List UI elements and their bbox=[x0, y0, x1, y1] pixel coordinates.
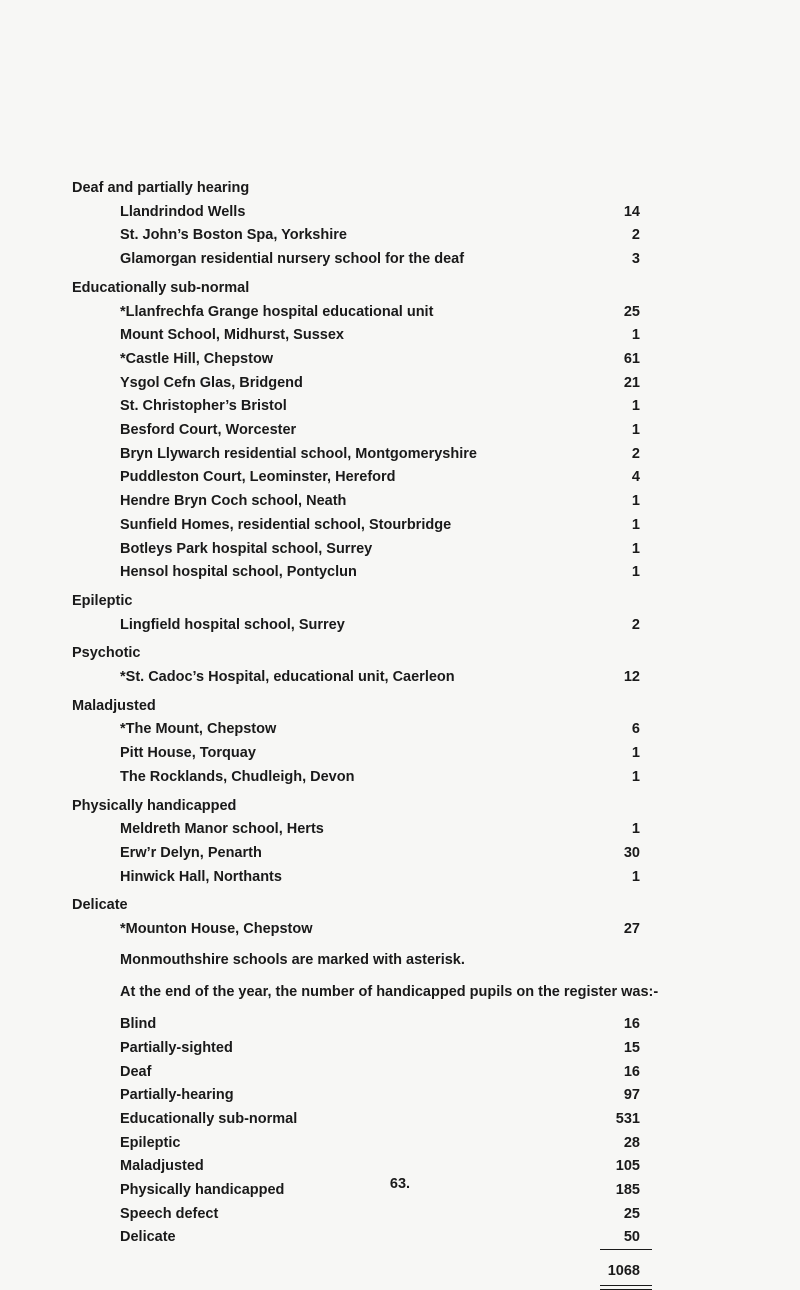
entry-count: 1 bbox=[631, 493, 640, 510]
table-row bbox=[120, 490, 640, 512]
table-row bbox=[120, 1013, 640, 1035]
entry-count: 6 bbox=[631, 721, 640, 738]
table-row bbox=[120, 842, 640, 864]
table-row bbox=[120, 866, 640, 888]
table-row bbox=[120, 419, 640, 441]
entry-count: 15 bbox=[623, 1039, 640, 1056]
total-double-rule-top bbox=[600, 1285, 652, 1286]
entry-label: Physically handicapped bbox=[120, 1182, 285, 1198]
table-row bbox=[120, 818, 640, 840]
entry-count: 185 bbox=[615, 1182, 640, 1198]
table-row bbox=[120, 742, 640, 764]
table-row bbox=[120, 224, 640, 246]
entry-label: Erw’r Delyn, Penarth bbox=[120, 844, 262, 861]
table-row bbox=[120, 766, 640, 788]
entry-count: 1 bbox=[631, 540, 640, 557]
entry-label: Blind bbox=[120, 1016, 157, 1033]
table-row bbox=[120, 324, 640, 346]
table-row bbox=[120, 395, 640, 417]
table-row bbox=[120, 718, 640, 740]
entry-label: Mount School, Midhurst, Sussex bbox=[120, 327, 344, 344]
entry-count: 50 bbox=[623, 1229, 640, 1246]
table-row bbox=[120, 372, 640, 394]
entry-label: St. Christopher’s Bristol bbox=[120, 398, 287, 415]
entry-label: Hinwick Hall, Northants bbox=[120, 868, 282, 885]
entry-label: Epileptic bbox=[120, 1134, 181, 1151]
entry-count: 25 bbox=[623, 1205, 640, 1222]
table-row bbox=[120, 561, 640, 583]
table-row bbox=[120, 538, 640, 560]
section-heading: Maladjusted bbox=[72, 697, 156, 714]
table-row bbox=[120, 1226, 640, 1248]
table-row bbox=[120, 1108, 640, 1130]
table-row bbox=[120, 348, 640, 370]
entry-count: 14 bbox=[623, 203, 640, 220]
table-row bbox=[120, 514, 640, 536]
footnote: Monmouthshire schools are marked with asterisk. bbox=[120, 951, 465, 968]
table-row bbox=[120, 1203, 640, 1225]
table-row bbox=[120, 301, 640, 323]
section-heading: Physically handicapped bbox=[72, 797, 237, 814]
entry-count: 105 bbox=[615, 1158, 640, 1175]
entry-count: 531 bbox=[615, 1110, 640, 1127]
entry-label: Pitt House, Torquay bbox=[120, 745, 256, 762]
section-heading: Psychotic bbox=[72, 645, 141, 662]
table-row bbox=[120, 466, 640, 488]
entry-count: 61 bbox=[623, 350, 640, 367]
entry-label: Delicate bbox=[120, 1229, 176, 1246]
entry-count: 27 bbox=[623, 921, 640, 937]
entry-count: 1 bbox=[631, 564, 640, 581]
entry-label: St. John’s Boston Spa, Yorkshire bbox=[120, 227, 347, 244]
entry-label: Partially-sighted bbox=[120, 1039, 233, 1056]
section-heading: Educationally sub-normal bbox=[72, 279, 250, 296]
entry-label: The Rocklands, Chudleigh, Devon bbox=[120, 768, 355, 785]
entry-label: Puddleston Court, Leominster, Hereford bbox=[120, 469, 396, 486]
table-row bbox=[120, 614, 640, 636]
entry-label: *St. Cadoc’s Hospital, educational unit, Caerleon bbox=[120, 669, 455, 685]
entry-count: 1 bbox=[631, 868, 640, 885]
entry-count: 1 bbox=[631, 398, 640, 415]
entry-count: 1 bbox=[631, 327, 640, 344]
entry-label: Maladjusted bbox=[120, 1158, 204, 1175]
entry-label: Deaf bbox=[120, 1063, 152, 1080]
section-heading: Epileptic bbox=[72, 592, 133, 609]
table-row bbox=[120, 1155, 640, 1177]
entry-label: *Llanfrechfa Grange hospital educational unit bbox=[120, 303, 434, 320]
entry-count: 2 bbox=[631, 227, 640, 244]
entry-count: 1 bbox=[631, 422, 640, 438]
table-row bbox=[120, 918, 640, 940]
entry-label: Llandrindod Wells bbox=[120, 203, 246, 220]
table-row bbox=[120, 666, 640, 688]
entry-label: Meldreth Manor school, Herts bbox=[120, 821, 324, 838]
entry-label: *The Mount, Chepstow bbox=[120, 721, 277, 738]
entry-label: Besford Court, Worcester bbox=[120, 422, 297, 438]
table-row bbox=[120, 1061, 640, 1083]
entry-count: 16 bbox=[623, 1016, 640, 1033]
entry-label: Hensol hospital school, Pontyclun bbox=[120, 564, 357, 581]
total-rule bbox=[600, 1249, 652, 1250]
entry-count: 1068 bbox=[607, 1263, 640, 1280]
entry-count: 3 bbox=[631, 251, 640, 268]
table-row bbox=[120, 1084, 640, 1106]
entry-count: 1 bbox=[631, 768, 640, 785]
entry-count: 28 bbox=[623, 1134, 640, 1151]
entry-count: 30 bbox=[623, 844, 640, 861]
section-heading: Delicate bbox=[72, 897, 128, 914]
total-row bbox=[120, 1260, 640, 1282]
entry-label: Sunfield Homes, residential school, Stourbridge bbox=[120, 516, 452, 533]
entry-count: 4 bbox=[631, 469, 640, 486]
section-heading: Deaf and partially hearing bbox=[72, 180, 250, 196]
entry-label: *Mounton House, Chepstow bbox=[120, 921, 313, 937]
table-row bbox=[120, 443, 640, 465]
entry-count: 25 bbox=[623, 303, 640, 320]
entry-count: 1 bbox=[631, 821, 640, 838]
entry-count: 12 bbox=[623, 669, 640, 685]
table-row bbox=[120, 1132, 640, 1154]
table-row bbox=[120, 1037, 640, 1059]
entry-label: Botleys Park hospital school, Surrey bbox=[120, 540, 373, 557]
entry-label: *Castle Hill, Chepstow bbox=[120, 350, 274, 367]
entry-label: Speech defect bbox=[120, 1205, 219, 1222]
entry-count: 1 bbox=[631, 745, 640, 762]
table-row bbox=[120, 201, 640, 223]
entry-label: Ysgol Cefn Glas, Bridgend bbox=[120, 374, 303, 391]
entry-count: 2 bbox=[631, 616, 640, 633]
entry-count: 2 bbox=[631, 445, 640, 462]
entry-label: Bryn Llywarch residential school, Montgomeryshire bbox=[120, 445, 477, 462]
entry-label: Hendre Bryn Coch school, Neath bbox=[120, 493, 347, 510]
entry-label: Lingfield hospital school, Surrey bbox=[120, 616, 345, 633]
entry-count: 21 bbox=[623, 374, 640, 391]
entry-label: Partially-hearing bbox=[120, 1087, 234, 1104]
entry-label: Educationally sub-normal bbox=[120, 1110, 298, 1127]
entry-label: Glamorgan residential nursery school for the deaf bbox=[120, 251, 465, 268]
table-row bbox=[120, 248, 640, 270]
entry-count: 97 bbox=[623, 1087, 640, 1104]
entry-count: 16 bbox=[623, 1063, 640, 1080]
entry-count: 1 bbox=[631, 516, 640, 533]
page-number: 63. bbox=[389, 1176, 411, 1192]
register-intro: At the end of the year, the number of handicapped pupils on the register was:- bbox=[120, 984, 659, 1001]
